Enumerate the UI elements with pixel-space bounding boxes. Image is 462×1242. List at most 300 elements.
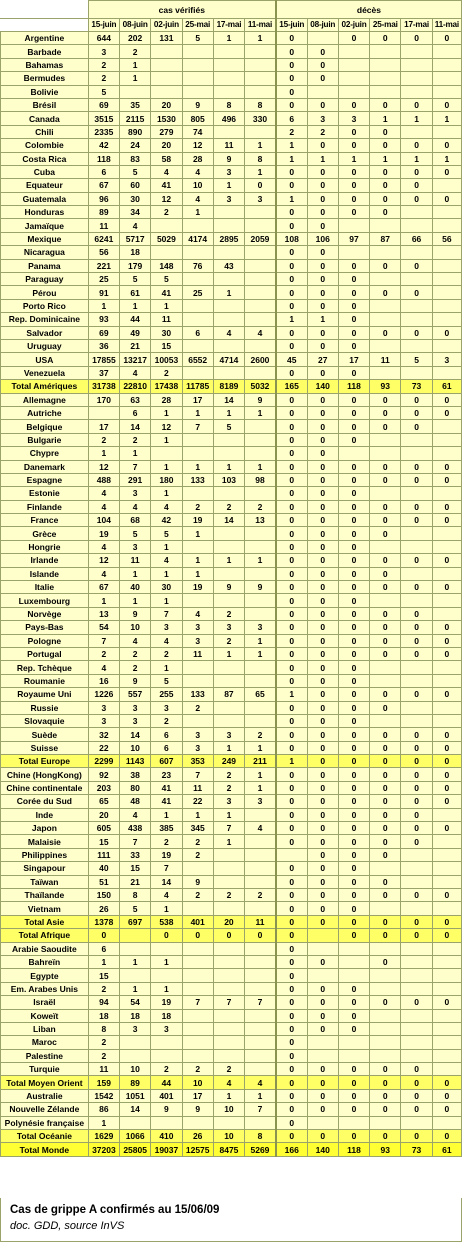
deaths-cell: 0 [338,822,369,835]
deaths-cell: 0 [338,259,369,272]
deaths-cell: 3 [432,353,461,366]
cases-cell [151,85,182,98]
cases-cell [182,955,213,968]
cases-cell: 51 [88,875,119,888]
deaths-cell: 0 [401,795,432,808]
deaths-cell: 0 [276,286,307,299]
deaths-date-header: 17-mai [401,19,432,32]
cases-cell: 7 [182,996,213,1009]
cases-cell [182,313,213,326]
cases-cell [151,45,182,58]
country-cell: Russie [1,701,89,714]
cases-cell [182,982,213,995]
table-row [1,822,462,835]
deaths-cell [401,206,432,219]
deaths-cell: 0 [276,85,307,98]
deaths-cell: 0 [276,862,307,875]
country-cell: Pérou [1,286,89,299]
deaths-cell: 0 [307,339,338,352]
deaths-cell: 0 [338,1063,369,1076]
deaths-cell: 0 [401,259,432,272]
deaths-cell: 0 [276,219,307,232]
cases-cell: 8 [245,152,276,165]
cases-cell: 1 [245,406,276,419]
deaths-cell: 0 [307,741,338,754]
deaths-cell: 0 [307,808,338,821]
deaths-cell: 0 [276,1130,307,1143]
cases-cell: 76 [182,259,213,272]
deaths-cell [432,286,461,299]
deaths-cell: 0 [307,862,338,875]
cases-cell [182,246,213,259]
cases-cell [182,1009,213,1022]
table-row [1,32,462,45]
cases-cell: 1530 [151,112,182,125]
table-row [1,299,462,312]
cases-cell: 3 [213,165,244,178]
cases-cell: 54 [120,996,151,1009]
deaths-cell: 0 [432,822,461,835]
cases-cell [182,487,213,500]
deaths-cell: 0 [276,339,307,352]
deaths-cell: 0 [370,688,401,701]
cases-cell: 4 [151,500,182,513]
deaths-cell: 0 [370,527,401,540]
deaths-cell: 0 [307,714,338,727]
cases-cell: 12 [151,420,182,433]
country-cell: Inde [1,808,89,821]
cases-cell: 133 [182,473,213,486]
cases-cell: 17855 [88,353,119,366]
cases-cell [245,366,276,379]
deaths-cell: 0 [307,500,338,513]
cases-cell: 9 [213,152,244,165]
cases-cell: 8475 [213,1143,244,1156]
deaths-cell: 0 [307,567,338,580]
deaths-cell [370,862,401,875]
deaths-cell: 0 [432,728,461,741]
table-row [1,246,462,259]
table-row [1,955,462,968]
deaths-cell: 0 [401,165,432,178]
deaths-cell: 0 [276,942,307,955]
deaths-cell [432,366,461,379]
deaths-cell: 1 [276,688,307,701]
deaths-cell: 0 [276,554,307,567]
cases-cell: 1051 [120,1089,151,1102]
country-cell: Hongrie [1,540,89,553]
cases-cell: 1 [182,554,213,567]
deaths-cell: 0 [432,98,461,111]
deaths-cell: 0 [307,1009,338,1022]
deaths-cell [432,259,461,272]
deaths-cell: 0 [338,32,369,45]
cases-cell: 11 [120,554,151,567]
cases-cell: 1 [120,58,151,71]
cases-cell: 19037 [151,1143,182,1156]
cases-cell: 92 [88,768,119,781]
cases-cell: 86 [88,1103,119,1116]
cases-cell: 4 [213,326,244,339]
cases-cell: 40 [88,862,119,875]
deaths-cell: 0 [401,393,432,406]
cases-cell: 10053 [151,353,182,366]
cases-cell [120,969,151,982]
deaths-cell [370,447,401,460]
deaths-cell: 0 [307,728,338,741]
deaths-cell [338,969,369,982]
cases-cell: 15 [120,862,151,875]
deaths-cell: 0 [307,514,338,527]
cases-cell: 4 [120,219,151,232]
cases-cell: 10 [120,621,151,634]
country-cell: Allemagne [1,393,89,406]
cases-cell [151,1116,182,1129]
cases-cell: 2 [151,647,182,660]
cases-cell: 5 [120,273,151,286]
table-row [1,862,462,875]
cases-cell: 16 [88,674,119,687]
deaths-cell: 0 [432,929,461,942]
cases-cell: 96 [88,192,119,205]
country-cell: France [1,514,89,527]
deaths-cell: 45 [276,353,307,366]
cases-cell [213,299,244,312]
deaths-cell: 0 [401,192,432,205]
cases-cell: 1066 [120,1130,151,1143]
deaths-cell: 0 [307,98,338,111]
country-cell: Taïwan [1,875,89,888]
deaths-cell: 0 [338,688,369,701]
deaths-cell: 0 [307,326,338,339]
deaths-cell: 0 [307,433,338,446]
deaths-cell: 0 [276,969,307,982]
deaths-cell [432,808,461,821]
country-cell: Panama [1,259,89,272]
cases-cell: 21 [120,339,151,352]
table-row [1,353,462,366]
cases-cell: 1 [88,594,119,607]
deaths-cell: 0 [276,714,307,727]
country-cell: Egypte [1,969,89,982]
deaths-cell: 0 [432,500,461,513]
total-row [1,929,462,942]
cases-cell: 98 [245,473,276,486]
deaths-cell: 0 [370,835,401,848]
cases-date-header: 17-mai [213,19,244,32]
cases-cell: 14 [213,393,244,406]
cases-cell: 9 [120,674,151,687]
deaths-cell: 0 [338,1089,369,1102]
cases-cell [151,58,182,71]
cases-cell: 48 [120,795,151,808]
cases-cell: 2 [245,500,276,513]
deaths-cell: 0 [370,32,401,45]
deaths-cell: 0 [307,420,338,433]
cases-cell: 488 [88,473,119,486]
table-row [1,433,462,446]
country-cell: Arabie Saoudite [1,942,89,955]
cases-cell: 7 [245,996,276,1009]
deaths-cell: 108 [276,232,307,245]
deaths-cell: 1 [276,152,307,165]
table-row [1,554,462,567]
deaths-cell: 0 [307,206,338,219]
cases-cell [213,848,244,861]
table-row [1,139,462,152]
cases-cell: 5 [151,527,182,540]
table-row [1,714,462,727]
deaths-cell: 0 [401,32,432,45]
deaths-cell [307,32,338,45]
cases-cell: 133 [182,688,213,701]
deaths-cell: 0 [276,768,307,781]
country-cell: Total Afrique [1,929,89,942]
cases-cell: 0 [245,179,276,192]
deaths-cell: 0 [338,1103,369,1116]
deaths-cell: 0 [401,1063,432,1076]
cases-cell [213,72,244,85]
table-row [1,768,462,781]
cases-cell: 4174 [182,232,213,245]
deaths-cell [401,1009,432,1022]
deaths-cell: 0 [276,45,307,58]
table-row [1,125,462,138]
deaths-cell [338,447,369,460]
cases-cell: 2 [151,714,182,727]
cases-cell: 7 [120,460,151,473]
deaths-cell: 0 [276,406,307,419]
cases-cell: 644 [88,32,119,45]
deaths-cell: 118 [338,380,369,393]
cases-cell: 94 [88,996,119,1009]
cases-cell [213,273,244,286]
country-cell: Norvège [1,607,89,620]
cases-cell: 3 [120,540,151,553]
cases-cell: 18 [88,1009,119,1022]
country-cell: Argentine [1,32,89,45]
deaths-cell: 0 [276,246,307,259]
cases-cell [245,219,276,232]
cases-cell [245,607,276,620]
cases-cell [213,1022,244,1035]
country-cell: Irlande [1,554,89,567]
cases-cell: 202 [120,32,151,45]
deaths-cell: 0 [276,179,307,192]
cases-cell: 9 [245,393,276,406]
cases-cell: 20 [151,98,182,111]
country-cell: Corée du Sud [1,795,89,808]
deaths-cell: 0 [401,500,432,513]
deaths-cell: 0 [307,473,338,486]
deaths-cell: 0 [307,902,338,915]
deaths-cell [432,219,461,232]
cases-cell [151,246,182,259]
deaths-cell [432,674,461,687]
country-cell: Bolivie [1,85,89,98]
cases-cell [245,1022,276,1035]
country-cell: Italie [1,581,89,594]
cases-cell: 3515 [88,112,119,125]
table-row [1,98,462,111]
cases-cell [120,85,151,98]
country-cell: Rep. Tchèque [1,661,89,674]
deaths-cell: 0 [276,447,307,460]
deaths-cell: 0 [401,1076,432,1089]
cases-cell: 19 [151,848,182,861]
cases-cell: 12 [88,460,119,473]
deaths-cell [432,420,461,433]
country-cell: Chine (HongKong) [1,768,89,781]
deaths-cell: 0 [307,581,338,594]
table-row [1,661,462,674]
deaths-cell: 0 [370,98,401,111]
deaths-cell: 0 [338,165,369,178]
deaths-cell: 0 [401,607,432,620]
cases-cell [245,45,276,58]
table-row [1,634,462,647]
cases-cell [245,339,276,352]
deaths-cell [432,339,461,352]
cases-cell: 9 [120,607,151,620]
deaths-cell: 61 [432,380,461,393]
cases-cell [245,674,276,687]
cases-cell: 1 [245,768,276,781]
deaths-cell [370,433,401,446]
cases-cell: 1 [245,554,276,567]
deaths-cell: 1 [370,152,401,165]
cases-cell: 12 [151,192,182,205]
deaths-cell: 0 [370,848,401,861]
cases-cell: 7 [213,996,244,1009]
cases-cell [213,1009,244,1022]
cases-cell [182,72,213,85]
cases-cell: 1 [88,1116,119,1129]
deaths-cell [432,179,461,192]
country-cell: Thaïlande [1,889,89,902]
table-row [1,72,462,85]
cases-cell: 6 [120,406,151,419]
deaths-cell: 0 [276,674,307,687]
cases-cell: 37203 [88,1143,119,1156]
cases-cell: 0 [88,929,119,942]
cases-cell: 170 [88,393,119,406]
cases-cell [213,540,244,553]
table-row [1,514,462,527]
deaths-cell: 0 [338,179,369,192]
cases-cell: 4 [182,165,213,178]
cases-cell [213,339,244,352]
deaths-cell: 0 [307,915,338,928]
deaths-cell: 0 [276,58,307,71]
deaths-cell: 0 [307,848,338,861]
country-cell: Liban [1,1022,89,1035]
deaths-cell: 0 [338,875,369,888]
deaths-cell: 0 [338,487,369,500]
deaths-cell: 66 [401,232,432,245]
cases-cell [245,1049,276,1062]
deaths-cell: 0 [370,741,401,754]
deaths-cell [432,58,461,71]
cases-cell: 6241 [88,232,119,245]
deaths-cell [432,594,461,607]
cases-cell: 279 [151,125,182,138]
cases-cell [213,1049,244,1062]
deaths-cell: 0 [401,420,432,433]
cases-cell: 89 [120,1076,151,1089]
deaths-cell [432,848,461,861]
deaths-cell: 0 [276,701,307,714]
country-cell: Vietnam [1,902,89,915]
table-row [1,701,462,714]
deaths-cell: 1 [338,152,369,165]
country-cell: Salvador [1,326,89,339]
deaths-cell: 0 [276,1089,307,1102]
deaths-cell: 0 [276,473,307,486]
cases-cell: 7 [120,835,151,848]
deaths-cell: 0 [370,165,401,178]
country-cell: Chypre [1,447,89,460]
deaths-cell [401,527,432,540]
cases-cell: 35 [120,98,151,111]
deaths-cell: 0 [307,647,338,660]
deaths-cell: 0 [370,915,401,928]
cases-cell: 211 [245,755,276,768]
cases-cell [213,862,244,875]
cases-cell [182,540,213,553]
deaths-cell: 165 [276,380,307,393]
cases-cell: 4 [88,500,119,513]
deaths-cell: 0 [338,982,369,995]
deaths-cell: 0 [432,621,461,634]
cases-cell [245,286,276,299]
cases-cell: 2 [182,848,213,861]
cases-cell [245,942,276,955]
cases-cell [182,45,213,58]
cases-cell: 1 [120,567,151,580]
cases-cell: 6 [88,165,119,178]
cases-cell: 2 [88,982,119,995]
deaths-cell: 0 [276,808,307,821]
cases-cell: 3 [213,728,244,741]
table-row [1,982,462,995]
cases-cell [151,447,182,460]
deaths-cell: 0 [307,286,338,299]
deaths-cell: 0 [338,848,369,861]
cases-cell: 203 [88,781,119,794]
deaths-cell: 0 [276,889,307,902]
country-cell: Total Moyen Orient [1,1076,89,1089]
cases-cell: 74 [182,125,213,138]
deaths-cell: 6 [276,112,307,125]
deaths-cell: 0 [338,460,369,473]
deaths-cell [432,206,461,219]
table-row [1,540,462,553]
deaths-cell [401,487,432,500]
cases-cell: 2 [182,701,213,714]
cases-cell: 2 [151,366,182,379]
cases-cell: 14 [120,1103,151,1116]
cases-cell: 3 [120,487,151,500]
deaths-cell: 0 [276,1009,307,1022]
deaths-cell: 73 [401,1143,432,1156]
deaths-cell: 0 [276,594,307,607]
cases-cell [245,527,276,540]
table-row [1,728,462,741]
deaths-cell: 0 [307,393,338,406]
deaths-cell: 166 [276,1143,307,1156]
table-row [1,1063,462,1076]
